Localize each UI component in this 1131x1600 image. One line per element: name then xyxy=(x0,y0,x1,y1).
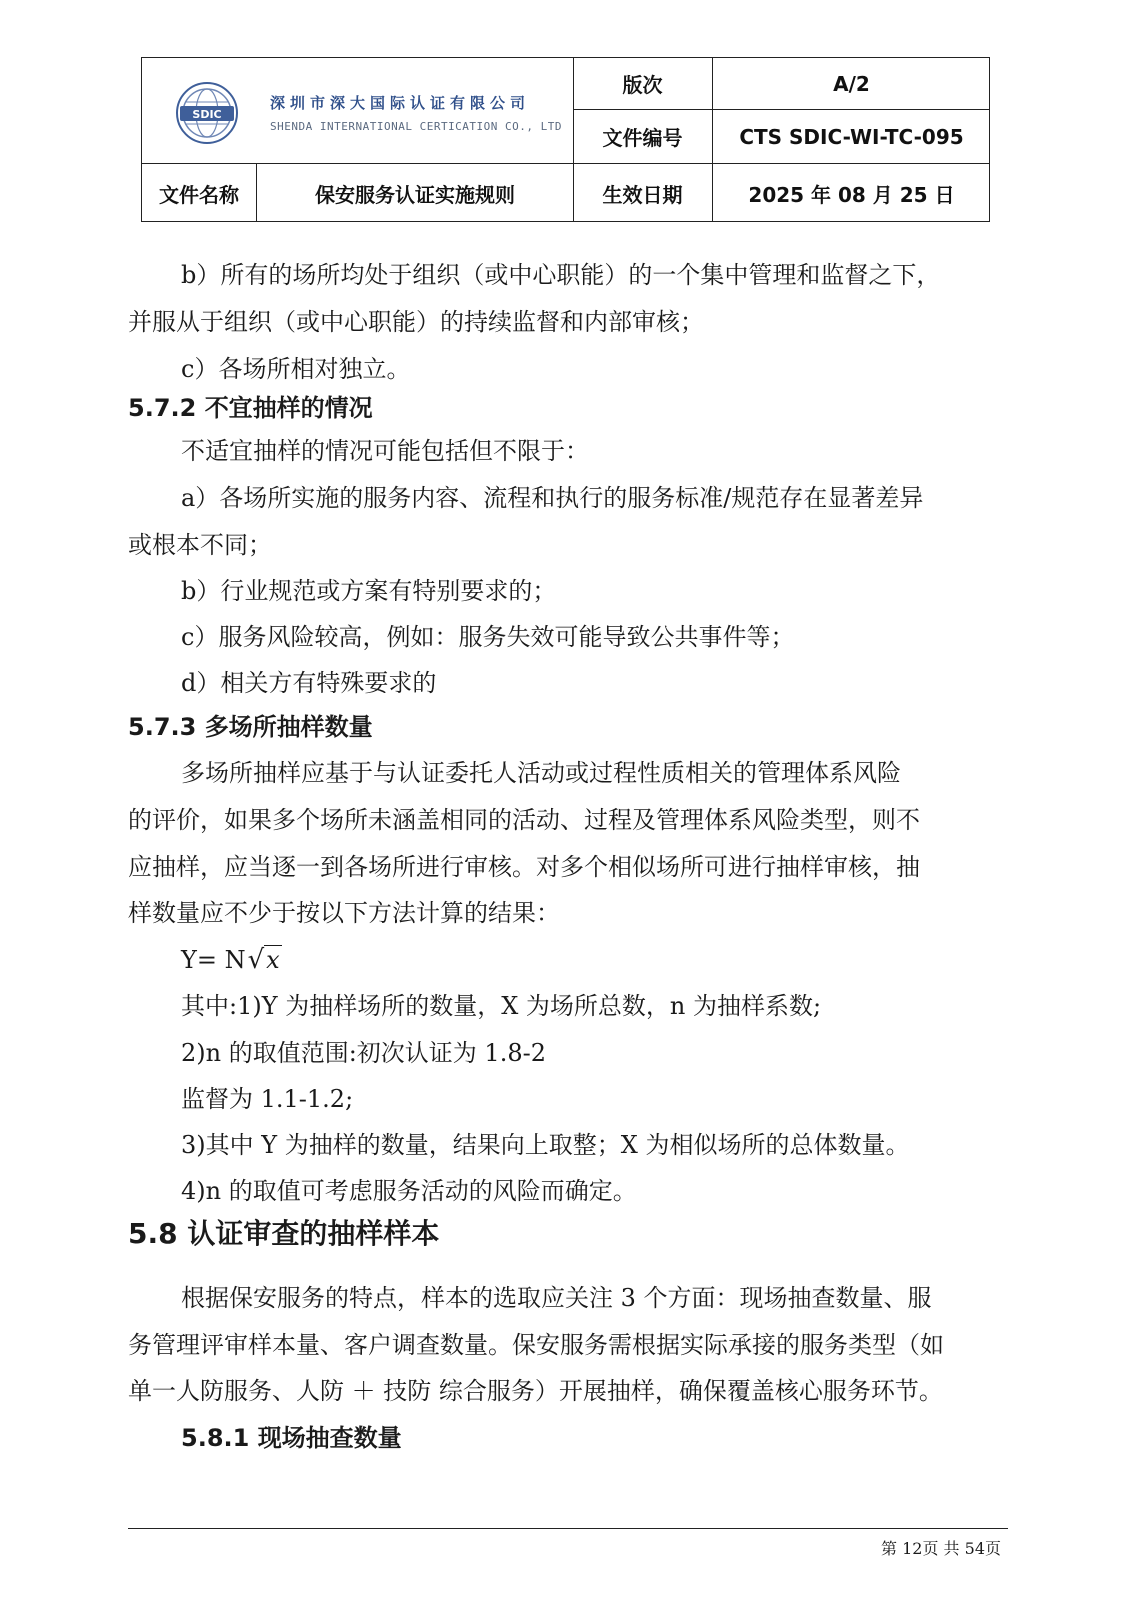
company-name-cn: 深圳市深大国际认证有限公司 xyxy=(270,94,531,112)
section-heading-5-7-3: 5.7.3 多场所抽样数量 xyxy=(128,713,373,741)
section-heading-5-8: 5.8 认证审查的抽样样本 xyxy=(128,1217,440,1250)
paragraph-line: 并服从于组织（或中心职能）的持续监督和内部审核； xyxy=(128,308,704,336)
doc-number-label: 文件编号 xyxy=(602,126,683,150)
paragraph-line: a）各场所实施的服务内容、流程和执行的服务标准/规范存在显著差异 xyxy=(181,484,924,512)
sqrt-symbol: √x xyxy=(247,945,280,975)
page-number: 第 12页 共 54页 xyxy=(881,1539,1001,1558)
company-name-en: SHENDA INTERNATIONAL CERTICATION CO., LTD xyxy=(270,120,563,133)
emblem-text: SDIC xyxy=(192,108,222,121)
version-label: 版次 xyxy=(622,73,663,97)
company-emblem-icon xyxy=(172,80,242,146)
paragraph-line: 不适宜抽样的情况可能包括但不限于： xyxy=(181,437,589,465)
paragraph-line: c）服务风险较高，例如：服务失效可能导致公共事件等； xyxy=(181,623,795,651)
paragraph-line: 样数量应不少于按以下方法计算的结果： xyxy=(128,899,560,927)
doc-number-value: CTS SDIC-WI-TC-095 xyxy=(739,124,964,149)
sampling-formula xyxy=(181,937,282,984)
paragraph-line: d）相关方有特殊要求的 xyxy=(181,669,437,697)
version-value: A/2 xyxy=(833,71,870,96)
paragraph-line: 单一人防服务、人防 ＋ 技防 综合服务）开展抽样，确保覆盖核心服务环节。 xyxy=(128,1377,943,1405)
paragraph-line: b）所有的场所均处于组织（或中心职能）的一个集中管理和监督之下， xyxy=(181,261,941,289)
paragraph-line: 务管理评审样本量、客户调查数量。保安服务需根据实际承接的服务类型（如 xyxy=(128,1331,944,1359)
section-heading-5-7-2: 5.7.2 不宜抽样的情况 xyxy=(128,394,373,422)
paragraph-line: 的评价，如果多个场所未涵盖相同的活动、过程及管理体系风险类型，则不 xyxy=(128,806,920,834)
paragraph-line: 应抽样，应当逐一到各场所进行审核。对多个相似场所可进行抽样审核，抽 xyxy=(128,853,920,881)
footer-rule xyxy=(128,1528,1008,1529)
paragraph-line: 监督为 1.1-1.2; xyxy=(181,1085,354,1113)
formula-variable: x xyxy=(266,946,280,974)
paragraph-line: 其中:1)Y 为抽样场所的数量，X 为场所总数，n 为抽样系数; xyxy=(181,992,822,1020)
formula-left: Y= N xyxy=(181,946,246,974)
section-heading-5-8-1: 5.8.1 现场抽查数量 xyxy=(181,1424,402,1452)
paragraph-line: 根据保安服务的特点，样本的选取应关注 3 个方面：现场抽查数量、服 xyxy=(181,1284,932,1312)
paragraph-line: 2)n 的取值范围:初次认证为 1.8-2 xyxy=(181,1039,546,1067)
paragraph-line: b）行业规范或方案有特别要求的； xyxy=(181,577,557,605)
company-logo xyxy=(172,80,592,146)
document-header-table xyxy=(141,57,990,222)
paragraph-line: 或根本不同； xyxy=(128,531,272,559)
effective-date-label: 生效日期 xyxy=(602,182,683,207)
paragraph-line: 3)其中 Y 为抽样的数量，结果向上取整；X 为相似场所的总体数量。 xyxy=(181,1131,910,1159)
effective-date-value: 2025 年 08 月 25 日 xyxy=(748,182,955,207)
doc-name-label: 文件名称 xyxy=(159,182,239,207)
paragraph-line: 多场所抽样应基于与认证委托人活动或过程性质相关的管理体系风险 xyxy=(181,759,901,787)
doc-name-value: 保安服务认证实施规则 xyxy=(315,182,515,207)
paragraph-line: c）各场所相对独立。 xyxy=(181,355,411,383)
paragraph-line: 4)n 的取值可考虑服务活动的风险而确定。 xyxy=(181,1177,637,1205)
